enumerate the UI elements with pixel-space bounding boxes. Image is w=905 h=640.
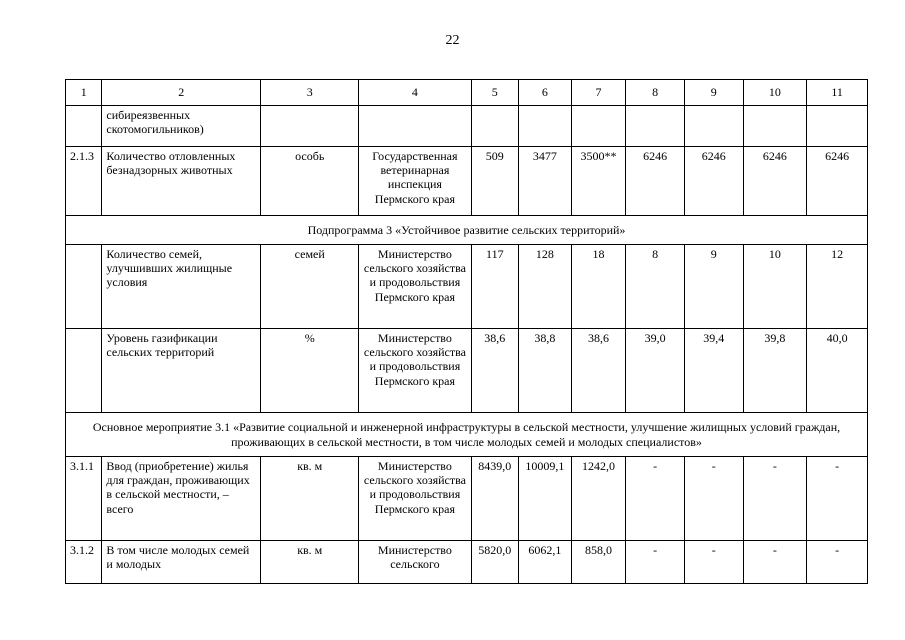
value-cell: 39,8 [743, 329, 807, 413]
indicator-name: В том числе молодых семей и молодых [102, 541, 261, 584]
value-cell: 3500** [571, 147, 626, 216]
value-cell: 6246 [626, 147, 685, 216]
column-header: 11 [807, 80, 868, 106]
table-row [66, 245, 868, 329]
value-cell: - [807, 457, 868, 541]
row-number [66, 106, 102, 147]
unit: кв. м [261, 541, 359, 584]
value-cell: 128 [519, 245, 572, 329]
section-row [66, 216, 868, 245]
column-header: 2 [102, 80, 261, 106]
column-header: 9 [684, 80, 743, 106]
unit: % [261, 329, 359, 413]
value-cell: 38,8 [519, 329, 572, 413]
value-cell: 3477 [519, 147, 572, 216]
table-row [66, 541, 868, 584]
row-number [66, 245, 102, 329]
section-title: Подпрограмма 3 «Устойчивое развитие сельских территорий» [66, 216, 868, 245]
row-number: 2.1.3 [66, 147, 102, 216]
responsible: Министерство сельского хозяйства и продовольствия Пермского края [359, 245, 471, 329]
indicator-name: Количество семей, улучшивших жилищные условия [102, 245, 261, 329]
responsible [359, 106, 471, 147]
value-cell [743, 106, 807, 147]
indicator-name: Уровень газификации сельских территорий [102, 329, 261, 413]
value-cell [626, 106, 685, 147]
value-cell: - [626, 541, 685, 584]
column-header: 1 [66, 80, 102, 106]
responsible: Министерство сельского [359, 541, 471, 584]
value-cell: 6246 [807, 147, 868, 216]
value-cell: - [684, 457, 743, 541]
value-cell: 9 [684, 245, 743, 329]
table-row [66, 457, 868, 541]
value-cell [471, 106, 519, 147]
indicator-name: Ввод (приобретение) жилья для граждан, проживающих в сельской местности, – всего [102, 457, 261, 541]
value-cell: 39,0 [626, 329, 685, 413]
value-cell: 6246 [743, 147, 807, 216]
section-row [66, 413, 868, 457]
table-row [66, 106, 868, 147]
column-header: 7 [571, 80, 626, 106]
unit: особь [261, 147, 359, 216]
value-cell: 858,0 [571, 541, 626, 584]
column-header: 3 [261, 80, 359, 106]
indicator-name: Количество отловленных безнадзорных животных [102, 147, 261, 216]
value-cell: 1242,0 [571, 457, 626, 541]
unit: семей [261, 245, 359, 329]
value-cell: 38,6 [571, 329, 626, 413]
value-cell: 117 [471, 245, 519, 329]
column-header: 10 [743, 80, 807, 106]
column-header: 8 [626, 80, 685, 106]
value-cell [684, 106, 743, 147]
page-number: 22 [445, 33, 460, 48]
responsible: Министерство сельского хозяйства и продовольствия Пермского края [359, 457, 471, 541]
value-cell: 6062,1 [519, 541, 572, 584]
value-cell: - [743, 541, 807, 584]
value-cell [807, 106, 868, 147]
table-row [66, 329, 868, 413]
value-cell: - [684, 541, 743, 584]
value-cell: 8 [626, 245, 685, 329]
value-cell: - [743, 457, 807, 541]
table-row [66, 147, 868, 216]
value-cell: 40,0 [807, 329, 868, 413]
value-cell: - [807, 541, 868, 584]
section-title: Основное мероприятие 3.1 «Развитие социальной и инженерной инфраструктуры в сельской местности, улучшение жилищных условий граждан, проживающих в сельской местности, в том числе молодых семей и молодых специалистов» [66, 413, 868, 457]
value-cell: 10009,1 [519, 457, 572, 541]
row-number: 3.1.1 [66, 457, 102, 541]
value-cell: 10 [743, 245, 807, 329]
value-cell: 38,6 [471, 329, 519, 413]
unit [261, 106, 359, 147]
value-cell: 18 [571, 245, 626, 329]
value-cell: 6246 [684, 147, 743, 216]
row-number [66, 329, 102, 413]
indicators-table [65, 79, 868, 584]
responsible: Министерство сельского хозяйства и продовольствия Пермского края [359, 329, 471, 413]
value-cell: 39,4 [684, 329, 743, 413]
value-cell [571, 106, 626, 147]
value-cell: 12 [807, 245, 868, 329]
row-number: 3.1.2 [66, 541, 102, 584]
value-cell: 509 [471, 147, 519, 216]
column-header: 5 [471, 80, 519, 106]
table-header-row [66, 80, 868, 106]
column-header: 6 [519, 80, 572, 106]
indicator-name: сибиреязвенных скотомогильников) [102, 106, 261, 147]
responsible: Государственная ветеринарная инспекция Пермского края [359, 147, 471, 216]
column-header: 4 [359, 80, 471, 106]
value-cell: - [626, 457, 685, 541]
value-cell [519, 106, 572, 147]
unit: кв. м [261, 457, 359, 541]
value-cell: 8439,0 [471, 457, 519, 541]
value-cell: 5820,0 [471, 541, 519, 584]
